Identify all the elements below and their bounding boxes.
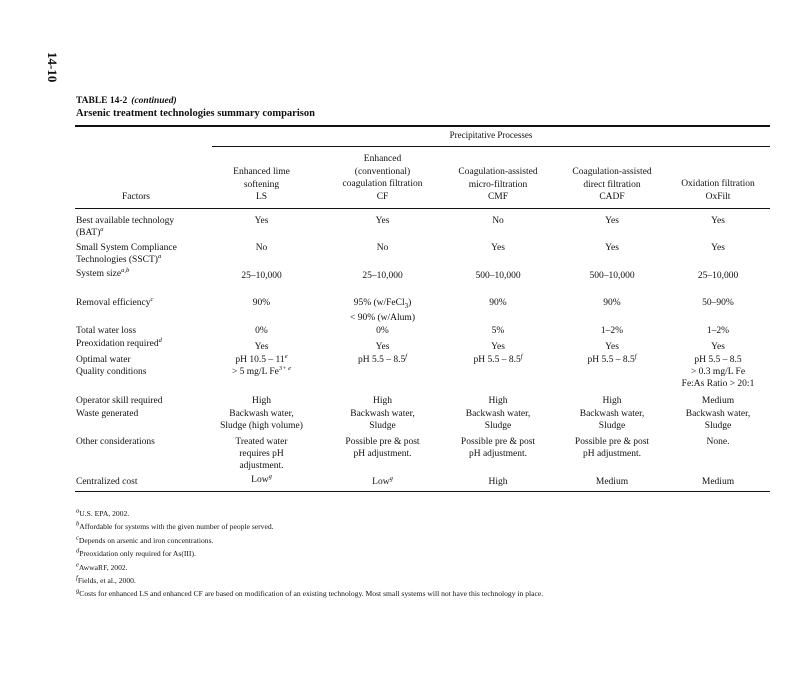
footnotes — [76, 507, 543, 601]
water-loss-cf: 0% — [376, 326, 389, 336]
removal-cmf: 90% — [489, 298, 507, 308]
size-cadf: 500–10,000 — [589, 271, 635, 281]
footnote: $^f$Fields, et al., 2000. — [76, 574, 136, 586]
other-cf: Possible pre & post pH adjustment. — [345, 437, 420, 459]
optimal-cmf: pH 5.5 – 8.5$^f$ — [473, 352, 523, 365]
preox-cf: Yes — [375, 342, 390, 352]
col-header-oxfilt: Oxidation filtration OxFilt — [681, 179, 755, 202]
footnote: $^b$Affordable for systems with the given number of people served. — [76, 520, 274, 532]
water-loss-oxfilt: 1–2% — [706, 326, 730, 336]
factor-optimal-water: Optimal water Quality conditions — [76, 355, 147, 377]
cost-cmf: High — [488, 477, 508, 487]
water-loss-cmf: 5% — [491, 326, 505, 336]
factor-removal-efficiency: Removal efficiency$^c$ — [76, 295, 154, 308]
waste-ls: Backwash water, Sludge (high volume) — [220, 409, 303, 431]
factor-system-size: System size$^{a,b}$ — [76, 266, 130, 279]
removal-cf: 95% (w/FeCl$_3$) < 90% (w/Alum) — [350, 298, 415, 323]
footnote: $^a$U.S. EPA, 2002. — [76, 507, 130, 518]
optimal-ls: pH $10.5 - 11^e$ > 5 mg/L $Fe^{3+ e}$ — [231, 352, 292, 377]
cost-cf: Low$^g$ — [372, 474, 393, 487]
spanning-header: Precipitative Processes — [449, 130, 533, 140]
skill-oxfilt: Medium — [701, 396, 735, 406]
factor-waste-generated: Waste generated — [76, 409, 139, 419]
factor-ssct: Small System Compliance Technologies (SSCT)$^a$ — [76, 243, 177, 265]
size-oxfilt: 25–10,000 — [697, 271, 739, 281]
table-title: Arsenic treatment technologies summary comparison — [76, 108, 315, 119]
footnote: $^c$Depends on arsenic and iron concentrations. — [76, 534, 214, 545]
bat-cmf: No — [492, 216, 504, 226]
waste-cf: Backwash water, Sludge — [350, 409, 415, 431]
factor-bat: Best available technology (BAT)$^a$ — [76, 216, 175, 238]
spanning-header-rule — [212, 146, 770, 147]
other-cadf: Possible pre & post pH adjustment. — [574, 437, 650, 459]
continued-label: (continued) — [131, 96, 177, 106]
factor-preoxidation: Preoxidation required$^d$ — [76, 336, 162, 349]
skill-cmf: High — [488, 396, 508, 406]
preox-ls: Yes — [254, 342, 269, 352]
cost-ls: Low$^g$ — [251, 472, 272, 485]
col-header-cmf: Coagulation-assisted micro-filtration CMF — [458, 167, 538, 202]
table-caption — [76, 96, 315, 119]
table-top-rule — [75, 125, 770, 127]
cost-cadf: Medium — [595, 477, 629, 487]
ssct-cf: No — [376, 243, 389, 253]
water-loss-ls: 0% — [255, 326, 268, 336]
factor-total-water-loss: Total water loss — [76, 326, 137, 336]
bat-ls: Yes — [254, 216, 269, 226]
optimal-oxfilt: pH 5.5 – 8.5 > 0.3 mg/L Fe Fe:As Ratio > 20:1 — [681, 355, 755, 389]
factors-header: Factors — [122, 192, 150, 202]
footnote: $^e$AwwaRF, 2002. — [76, 561, 128, 572]
ssct-cadf: Yes — [605, 243, 619, 253]
optimal-cf: pH 5.5 – 8.5$^f$ — [357, 352, 408, 365]
ssct-oxfilt: Yes — [711, 243, 725, 253]
removal-oxfilt: 50–90% — [702, 298, 734, 308]
bat-cadf: Yes — [605, 216, 619, 226]
table-label: TABLE 14-2 — [76, 96, 128, 106]
cost-oxfilt: Medium — [701, 477, 735, 487]
bat-cf: Yes — [375, 216, 390, 226]
ssct-cmf: Yes — [491, 243, 505, 253]
page-number: 14-10 — [45, 52, 60, 83]
size-ls: 25–10,000 — [241, 271, 282, 281]
col-header-cf: Enhanced (conventional) coagulation filtration CF — [342, 154, 423, 202]
water-loss-cadf: 1–2% — [600, 326, 624, 336]
skill-ls: High — [252, 396, 271, 406]
col-header-cadf: Coagulation-assisted direct filtration CADF — [572, 167, 652, 202]
table-bottom-rule — [75, 491, 770, 492]
bat-oxfilt: Yes — [711, 216, 725, 226]
header-bottom-rule — [75, 208, 770, 209]
optimal-cadf: pH 5.5 – 8.5$^f$ — [587, 352, 637, 365]
col-header-ls: Enhanced lime softening LS — [233, 167, 290, 202]
ssct-ls: No — [255, 243, 268, 253]
size-cf: 25–10,000 — [362, 271, 403, 281]
preox-oxfilt: Yes — [711, 342, 725, 352]
waste-cmf: Backwash water, Sludge — [465, 409, 531, 431]
factor-operator-skill: Operator skill required — [76, 396, 163, 406]
waste-oxfilt: Backwash water, Sludge — [685, 409, 751, 431]
preox-cmf: Yes — [491, 342, 505, 352]
other-oxfilt: None. — [706, 437, 730, 447]
other-cmf: Possible pre & post pH adjustment. — [460, 437, 536, 459]
footnote: $^d$Preoxidation only required for As(III). — [76, 547, 196, 559]
skill-cf: High — [373, 396, 392, 406]
footnote: $^g$Costs for enhanced LS and enhanced CF are based on modification of an existing technology. Most small systems will not have this technology in place. — [76, 587, 544, 599]
factor-other-considerations: Other considerations — [76, 437, 155, 447]
other-ls: Treated water requires pH adjustment. — [235, 437, 288, 471]
factor-centralized-cost: Centralized cost — [76, 477, 138, 487]
removal-ls: 90% — [252, 298, 271, 308]
skill-cadf: High — [602, 396, 622, 406]
waste-cadf: Backwash water, Sludge — [579, 409, 645, 431]
size-cmf: 500–10,000 — [475, 271, 521, 281]
removal-cadf: 90% — [603, 298, 621, 308]
preox-cadf: Yes — [605, 342, 619, 352]
